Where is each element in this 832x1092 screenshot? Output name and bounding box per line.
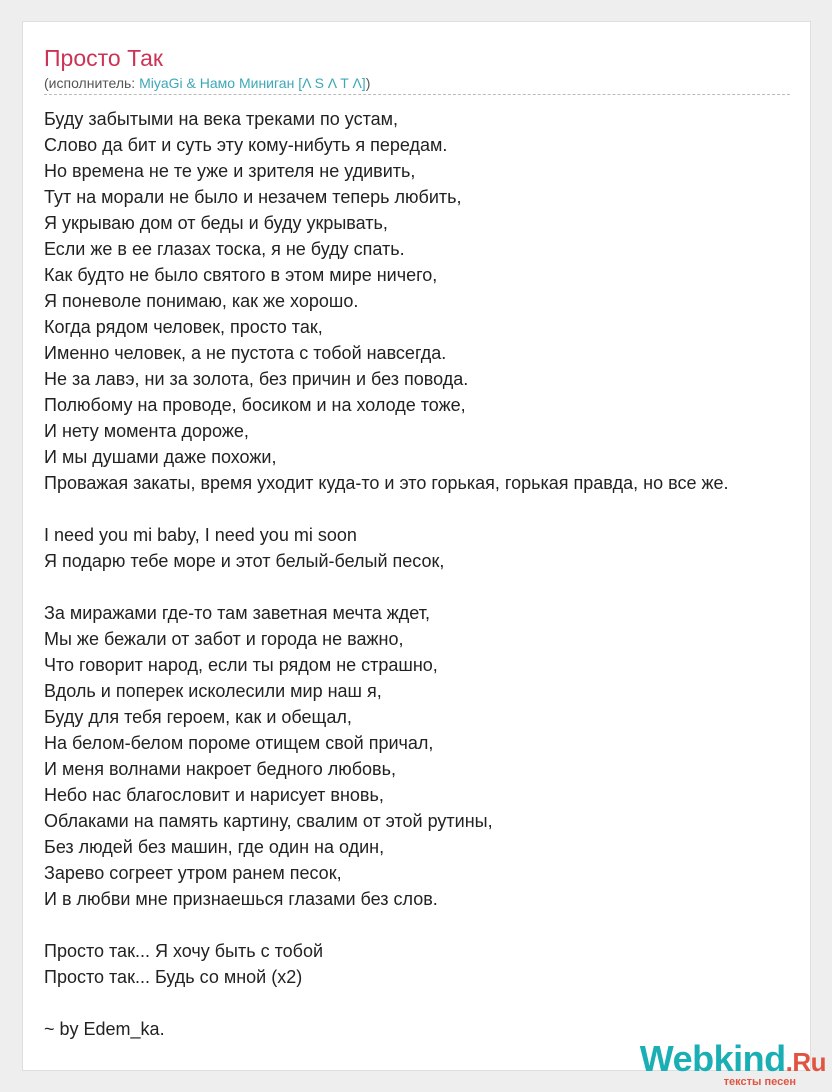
lyric-line: Слово да бит и суть эту кому-нибуть я передам. <box>44 135 448 155</box>
lyric-line: Проважая закаты, время уходит куда-то и это горькая, горькая правда, но все же. <box>44 473 729 493</box>
lyric-line: Как будто не было святого в этом мире ничего, <box>44 265 438 285</box>
artist-suffix: ) <box>365 75 371 91</box>
watermark-brand: Webkind <box>639 1038 786 1079</box>
lyric-line: Буду забытыми на века треками по устам, <box>44 109 399 129</box>
song-title: Просто Так <box>44 45 163 71</box>
lyric-line: Зарево согреет утром ранем песок, <box>44 863 342 883</box>
lyric-line: Без людей без машин, где один на один, <box>44 837 385 857</box>
lyric-line: Полюбому на проводе, босиком и на холоде тоже, <box>44 395 466 415</box>
lyrics-card <box>22 21 811 1071</box>
lyric-line: Просто так... Я хочу быть с тобой <box>44 941 324 961</box>
lyric-line: Мы же бежали от забот и города не важно, <box>44 629 404 649</box>
lyric-line: Когда рядом человек, просто так, <box>44 317 323 337</box>
site-watermark-logo <box>639 1038 826 1088</box>
lyric-line: I need you mi baby, I need you mi soon <box>44 525 357 545</box>
lyric-line: Именно человек, а не пустота с тобой навсегда. <box>44 343 447 363</box>
artist-link[interactable]: MiyaGi & Намо Миниган [Λ S Λ T Λ] <box>139 75 366 91</box>
lyric-line <box>44 574 729 600</box>
dashed-divider <box>44 94 790 95</box>
lyric-line: Тут на морали не было и незачем теперь любить, <box>44 187 462 207</box>
lyric-line: Но времена не те уже и зрителя не удивить, <box>44 161 416 181</box>
lyric-line: Небо нас благословит и нарисует вновь, <box>44 785 384 805</box>
lyric-line: Я укрываю дом от беды и буду укрывать, <box>44 213 388 233</box>
lyric-line: И меня волнами накроет бедного любовь, <box>44 759 397 779</box>
lyric-line: Что говорит народ, если ты рядом не страшно, <box>44 655 438 675</box>
lyric-line: И нету момента дороже, <box>44 421 249 441</box>
lyric-line: ~ by Edem_ka. <box>44 1019 165 1039</box>
lyric-line: Если же в ее глазах тоска, я не буду спать. <box>44 239 405 259</box>
lyric-line: Я поневоле понимаю, как же хорошо. <box>44 291 359 311</box>
lyric-line: Я подарю тебе море и этот белый-белый песок, <box>44 551 445 571</box>
artist-prefix: (исполнитель: <box>44 75 140 91</box>
lyric-line: На белом-белом пороме отищем свой причал, <box>44 733 434 753</box>
lyrics-text <box>44 106 729 1042</box>
lyric-line: Не за лавэ, ни за золота, без причин и без повода. <box>44 369 469 389</box>
lyric-line: Облаками на память картину, свалим от этой рутины, <box>44 811 493 831</box>
lyric-line: Буду для тебя героем, как и обещал, <box>44 707 352 727</box>
lyric-line <box>44 912 729 938</box>
lyric-line: Просто так... Будь со мной (x2) <box>44 967 303 987</box>
lyric-line <box>44 990 729 1016</box>
watermark-tagline: тексты песен <box>723 1076 796 1088</box>
watermark-tld: .Ru <box>785 1047 826 1077</box>
artist-line <box>44 74 370 92</box>
lyric-line: Вдоль и поперек исколесили мир наш я, <box>44 681 382 701</box>
lyric-line <box>44 496 729 522</box>
lyric-line: И в любви мне признаешься глазами без слов. <box>44 889 438 909</box>
lyric-line: За миражами где-то там заветная мечта ждет, <box>44 603 430 623</box>
lyric-line: И мы душами даже похожи, <box>44 447 277 467</box>
